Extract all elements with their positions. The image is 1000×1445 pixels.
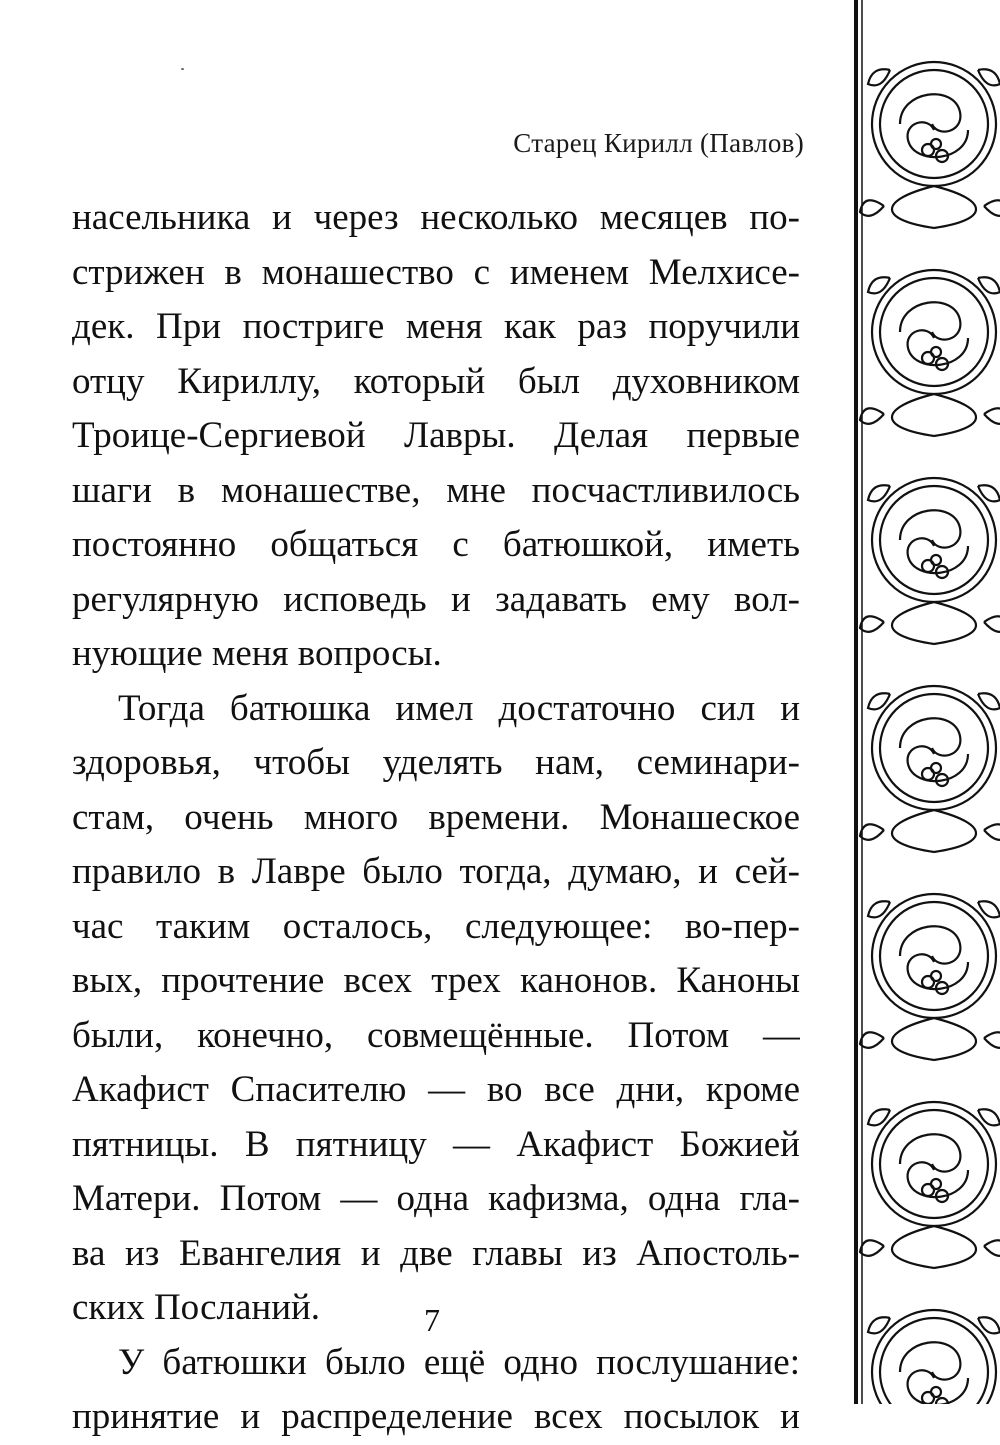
text-line: ских Посланий.: [72, 1287, 321, 1328]
text-line: отцу Кириллу, который был духовником: [72, 360, 800, 402]
paper-speck: [181, 68, 184, 70]
text-line: вых, прочтение всех трех канонов. Каноны: [72, 960, 800, 1001]
text-line: правило в Лавре было тогда, думаю, и сей-: [72, 851, 800, 892]
text-line: Тогда батюшка имел достаточно сил и: [118, 687, 800, 729]
ornamental-border: [848, 0, 1000, 1404]
text-line: стам, очень много времени. Монашеское: [72, 796, 800, 838]
text-line: нующие меня вопросы.: [72, 633, 442, 674]
text-line: принятие и распределение всех посылок и: [72, 1396, 800, 1437]
text-line: Акафист Спасителю — во все дни, кроме: [72, 1069, 800, 1110]
page-number: 7: [424, 1302, 440, 1338]
text-line: час таким осталось, следующее: во-пер-: [72, 905, 800, 947]
text-line: Троице-Сергиевой Лавры. Делая первые: [72, 415, 800, 456]
text-line: постоянно общаться с батюшкой, иметь: [72, 524, 800, 565]
text-line: ва из Евангелия и две главы из Апостоль-: [72, 1232, 800, 1274]
text-line: регулярную исповедь и задавать ему вол-: [72, 578, 800, 620]
text-line: дек. При постриге меня как раз поручили: [72, 306, 800, 347]
text-line: насельника и через несколько месяцев по-: [72, 197, 800, 238]
running-head: Старец Кирилл (Павлов): [513, 128, 804, 158]
text-line: пятницы. В пятницу — Акафист Божией: [72, 1123, 800, 1165]
text-line: здоровья, чтобы уделять нам, семинари-: [72, 742, 800, 783]
text-line: стрижен в монашество с именем Мелхисе-: [72, 251, 800, 293]
text-line: были, конечно, совмещённые. Потом —: [72, 1014, 800, 1056]
text-line: Матери. Потом — одна кафизма, одна гла-: [72, 1178, 800, 1219]
text-line: У батюшки было ещё одно послушание:: [118, 1341, 800, 1383]
body-text: [72, 191, 800, 1445]
text-line: шаги в монашестве, мне посчастливилось: [72, 469, 800, 511]
